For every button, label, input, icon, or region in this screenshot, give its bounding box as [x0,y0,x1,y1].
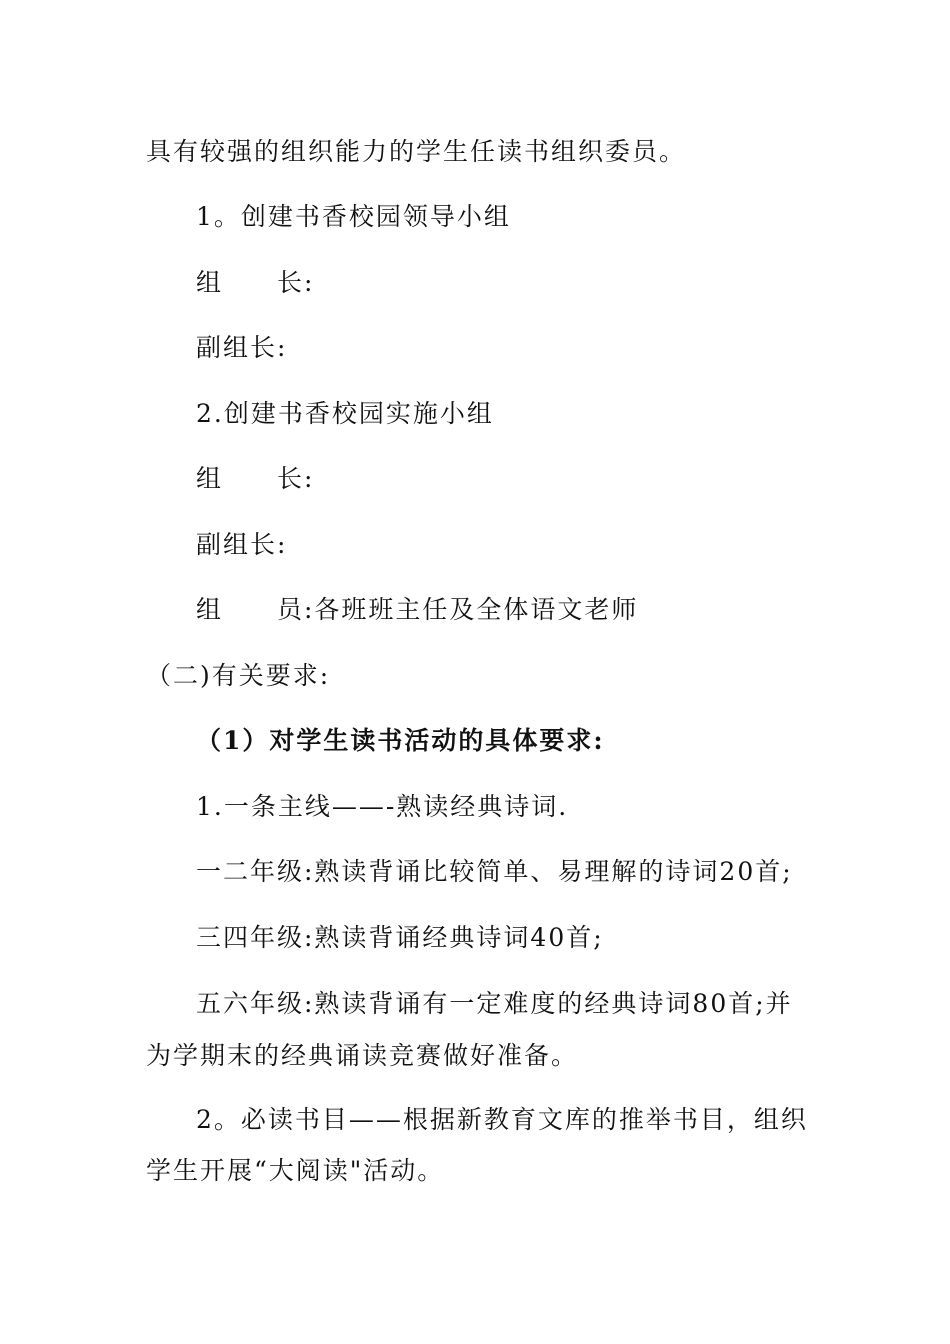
text-line-required-books: 2。必读书目——根据新教育文库的推举书目，组织 [196,1105,808,1134]
label-group-leader: 组 长: [196,268,315,297]
subheading-student-reading: （1）对学生读书活动的具体要求: [196,726,605,755]
label-group-leader-2: 组 长: [196,464,315,493]
text-line-grades-1-2: 一二年级:熟读背诵比较简单、易理解的诗词20首; [196,857,793,886]
label-group-members: 组 员:各班班主任及全体语文老师 [196,595,639,624]
text-line-grades-3-4: 三四年级:熟读背诵经典诗词40首; [196,923,604,952]
section-heading-requirements: （二)有关要求: [146,661,331,690]
text-line-org-committee: 具有较强的组织能力的学生任读书组织委员。 [146,137,687,166]
heading-leadership-group: 1。创建书香校园领导小组 [196,202,511,231]
heading-implementation-group: 2.创建书香校园实施小组 [196,399,494,428]
label-deputy-leader: 副组长: [196,333,288,362]
label-deputy-leader-2: 副组长: [196,530,288,559]
text-line-big-reading: 学生开展“大阅读"活动。 [146,1156,445,1185]
text-line-main-thread: 1.一条主线——-熟读经典诗词. [196,792,569,821]
text-line-competition-prep: 为学期末的经典诵读竞赛做好准备。 [146,1041,579,1070]
text-line-grades-5-6: 五六年级:熟读背诵有一定难度的经典诗词80首;并 [196,989,793,1018]
